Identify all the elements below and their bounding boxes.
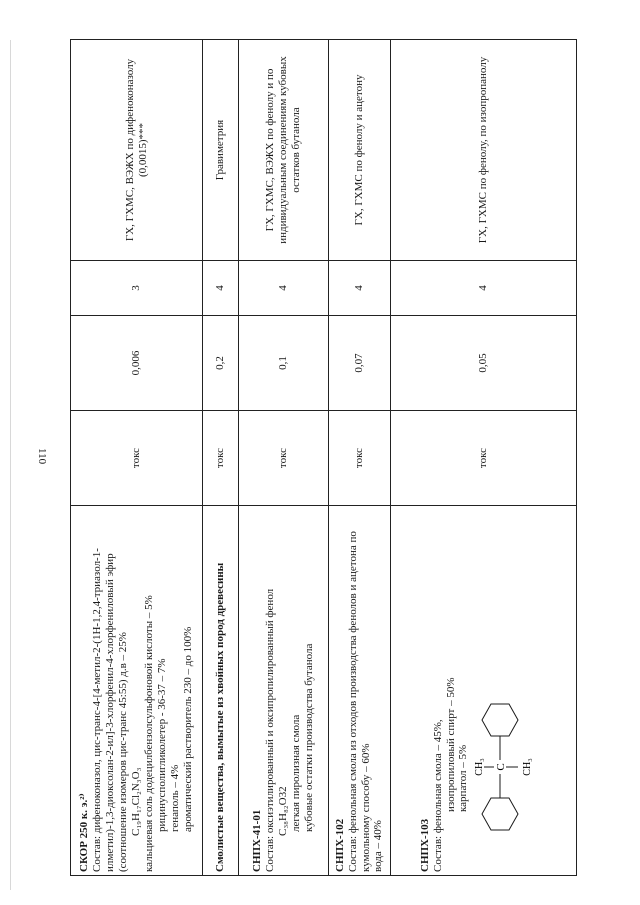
composition-text: вода – 40% <box>372 820 385 872</box>
hazard-indicator: токс <box>391 411 577 506</box>
concentration-value: 0,07 <box>329 316 391 411</box>
analysis-method: ГХ, ГХМС, ВЭЖХ по дифеноконазолу (0,0015)*** <box>71 40 203 261</box>
structural-formula <box>472 509 548 872</box>
table-row <box>329 40 391 876</box>
hazard-indicator: токс <box>203 411 239 506</box>
substance-title: СНПХ-41-01 <box>251 809 264 872</box>
table-row <box>391 40 577 876</box>
hazard-class: 4 <box>391 261 577 316</box>
substance-description <box>71 506 203 876</box>
concentration-value: 0,05 <box>391 316 577 411</box>
structure-methyl-top: CH₃ <box>474 758 486 776</box>
analysis-method: ГХ, ГХМС по фенолу, по изопропанолу <box>391 40 577 261</box>
table-row <box>71 40 203 876</box>
substance-table <box>70 39 577 876</box>
hazard-indicator: токс <box>329 411 391 506</box>
chemical-formula: C₁₉H₁₇Cl₂N₃O₃ <box>130 767 143 836</box>
substance-title: Смолистые вещества, вымытые из хвойных пород древесины <box>214 562 227 872</box>
component-line: рицинусполигликолетер - 36-37 – 7% <box>155 658 168 832</box>
analysis-method: ГХ, ГХМС, ВЭЖХ по фенолу и по индивидуальным соединениям кубовых остатков бутанола <box>239 40 329 261</box>
hazard-class: 4 <box>203 261 239 316</box>
component-line: легкая пиролизная смола <box>289 714 302 832</box>
hazard-class: 4 <box>329 261 391 316</box>
analysis-method: ГХ, ГХМС по фенолу и ацетону <box>329 40 391 261</box>
scan-margin-line <box>10 40 11 890</box>
substance-description <box>391 506 577 876</box>
substance-title: СНПХ-102 <box>333 818 346 872</box>
page-number: 110 <box>36 448 48 465</box>
substance-description <box>239 506 329 876</box>
substance-description <box>329 506 391 876</box>
table-row <box>239 40 329 876</box>
component-line: кубовые остатки производства бутанола <box>302 643 315 832</box>
structure-center-atom: C <box>495 763 508 771</box>
composition-text: Состав: оксиэтилированный и оксипропилированный фенол <box>264 588 277 872</box>
structure-methyl-bottom: CH₃ <box>522 758 534 776</box>
hazard-class: 3 <box>71 261 203 316</box>
substance-title: СКОР 250 к. э.²⁾ <box>78 793 91 872</box>
substance-description <box>203 506 239 876</box>
composition-text: Состав: дифеноконазол, цис-транс-4-[4-метил-2-(1Н-1,2,4-триазол-1-илметил)-1,3-диоксолан-2-ил]-3-хлорфенил-4-хлорфениловый эфир (соотношение изомеров цис-транс 45:55) д.в – 25% <box>91 548 130 872</box>
component-line: ароматический растворитель 230 – до 100% <box>181 626 194 832</box>
component-line: кальциевая соль додецилбензолсульфоновой кислоты – 5% <box>142 595 155 872</box>
hazard-indicator: токс <box>71 411 203 506</box>
composition-text: карпатол – 5% <box>457 744 470 812</box>
composition-text: изопропиловый спирт – 50% <box>444 677 457 812</box>
hazard-indicator: токс <box>239 411 329 506</box>
concentration-value: 0,1 <box>239 316 329 411</box>
concentration-value: 0,006 <box>71 316 203 411</box>
hazard-class: 4 <box>239 261 329 316</box>
substance-title: СНПХ-103 <box>418 818 431 872</box>
composition-text: Состав: фенольная смола из отходов производства фенолов и ацетона по кумольному способу – 60% <box>346 531 372 872</box>
diphenylpropane-structure-icon <box>472 692 544 842</box>
composition-text: Состав: фенольная смола – 45%, <box>431 719 444 872</box>
component-line: генаполь – 4% <box>168 764 181 832</box>
chemical-formula: C₃₈H₈₂O32 <box>277 786 290 836</box>
rotated-table-container <box>70 40 576 876</box>
concentration-value: 0,2 <box>203 316 239 411</box>
table-row <box>203 40 239 876</box>
analysis-method: Гравиметрия <box>203 40 239 261</box>
